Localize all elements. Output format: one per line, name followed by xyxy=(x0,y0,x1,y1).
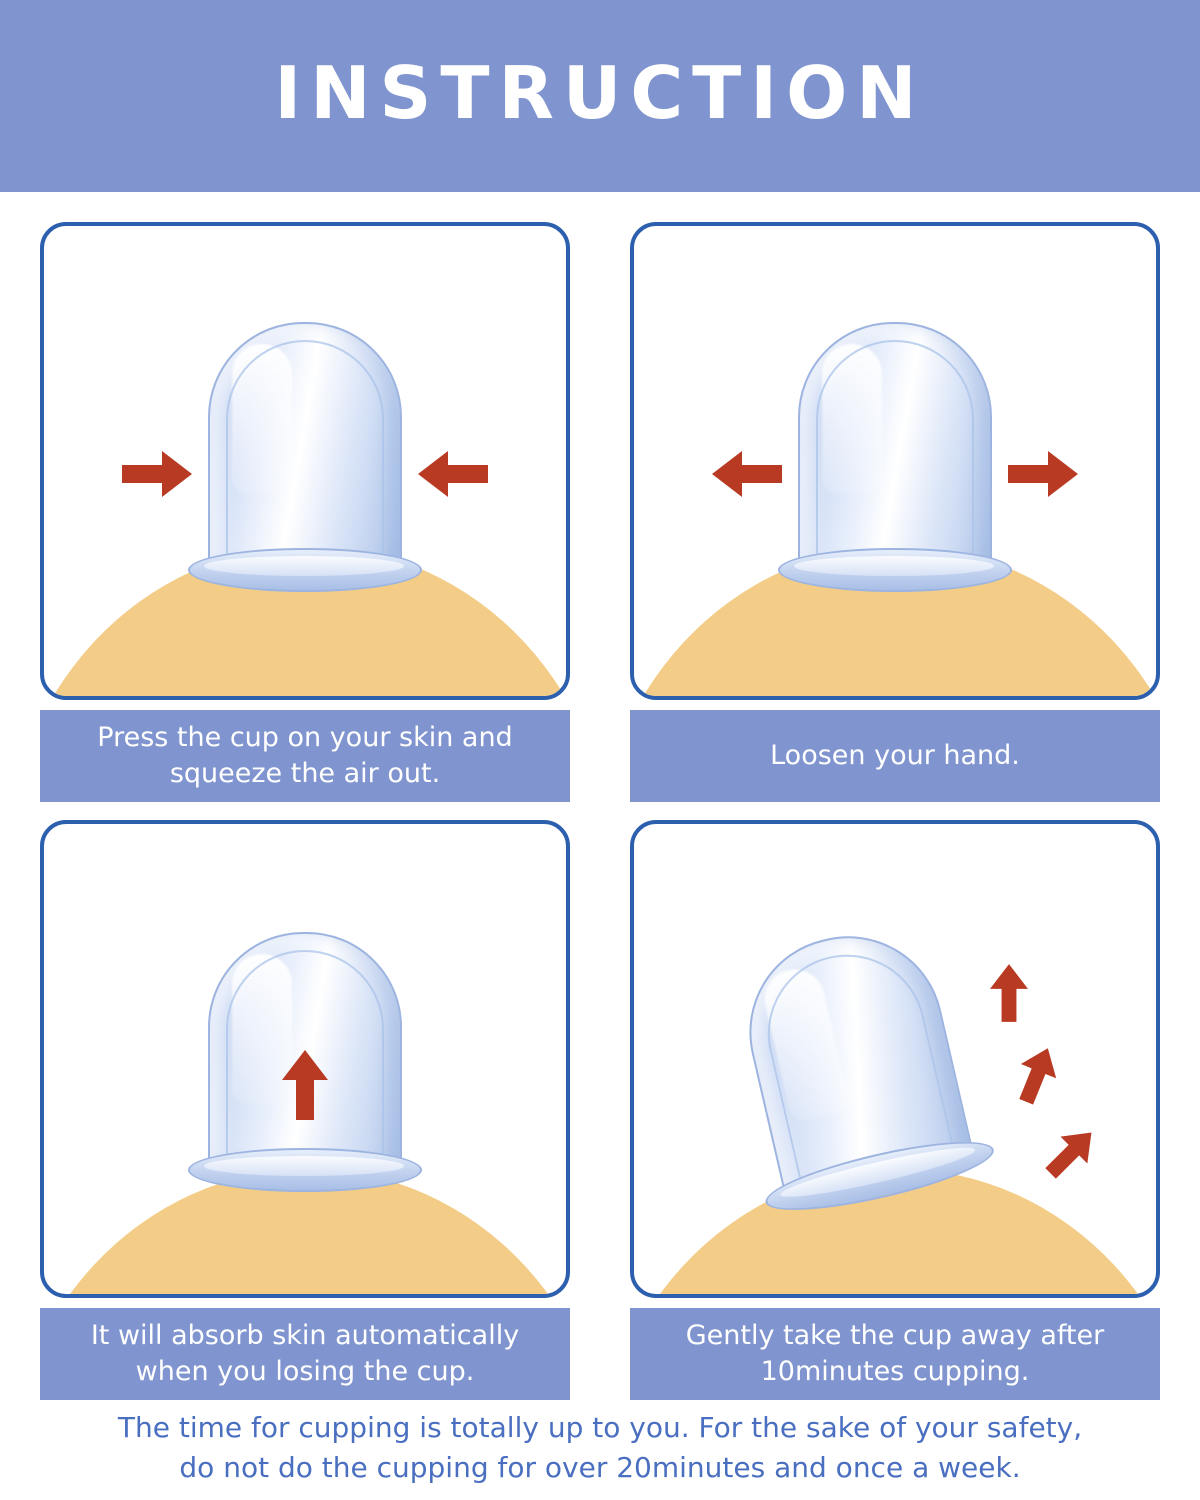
arrow-up-icon xyxy=(990,964,1028,1022)
cup-body xyxy=(798,322,992,576)
step-4-caption: Gently take the cup away after 10minutes cupping. xyxy=(630,1308,1160,1400)
step-1 xyxy=(40,222,570,802)
arrow-up-right-icon xyxy=(1037,1119,1105,1187)
step-3-caption: It will absorb skin automatically when you losing the cup. xyxy=(40,1308,570,1400)
step-4-illustration xyxy=(630,820,1160,1298)
step-3 xyxy=(40,820,570,1400)
safety-note-line-2: do not do the cupping for over 20minutes and once a week. xyxy=(179,1451,1021,1484)
arrow-left-icon xyxy=(418,451,488,497)
cupping-cup xyxy=(208,322,402,576)
safety-note xyxy=(0,1408,1200,1488)
step-2-caption: Loosen your hand. xyxy=(630,710,1160,802)
arrow-up-right-icon xyxy=(1009,1041,1066,1109)
header-banner xyxy=(0,0,1200,192)
arrow-left-icon xyxy=(712,451,782,497)
cup-rim xyxy=(188,548,422,592)
page-title: INSTRUCTION xyxy=(274,51,926,135)
step-1-illustration xyxy=(40,222,570,700)
step-1-caption: Press the cup on your skin and squeeze the air out. xyxy=(40,710,570,802)
cup-body xyxy=(208,322,402,576)
steps-grid xyxy=(40,222,1170,1418)
step-3-illustration xyxy=(40,820,570,1298)
step-4 xyxy=(630,820,1160,1400)
step-2-illustration xyxy=(630,222,1160,700)
arrow-right-icon xyxy=(122,451,192,497)
cup-rim xyxy=(188,1148,422,1192)
cup-rim xyxy=(778,548,1012,592)
cupping-cup xyxy=(798,322,992,576)
safety-note-line-1: The time for cupping is totally up to you. For the sake of your safety, xyxy=(117,1411,1083,1444)
arrow-up-icon xyxy=(282,1050,328,1120)
step-2 xyxy=(630,222,1160,802)
arrow-right-icon xyxy=(1008,451,1078,497)
cupping-cup xyxy=(731,917,976,1203)
